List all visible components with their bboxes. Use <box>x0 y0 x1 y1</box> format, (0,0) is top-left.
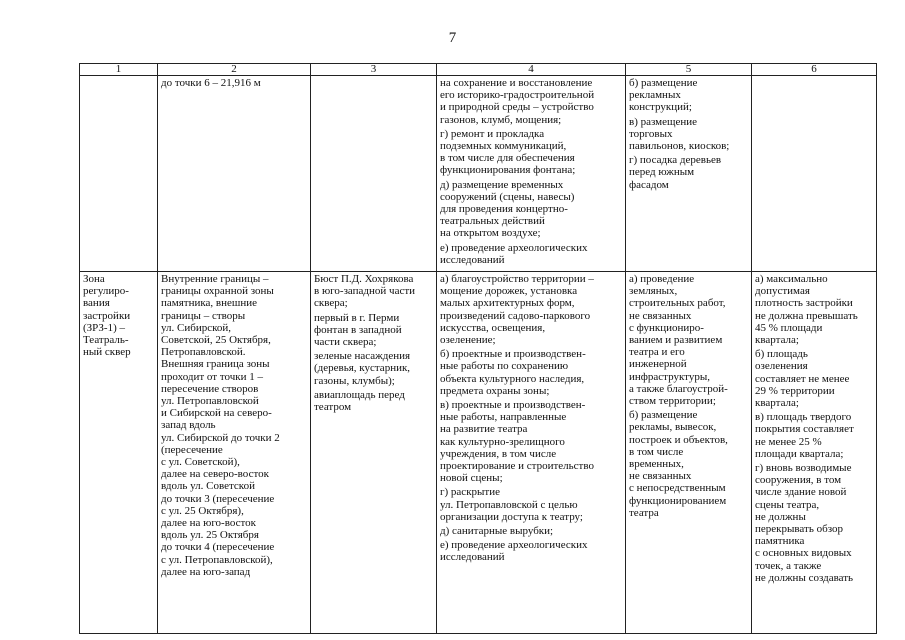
cell-text-line: инфраструктуры, <box>629 370 710 383</box>
cell-text-line: предмета охраны зоны; <box>440 384 550 397</box>
cell-text-line: ул. Сибирской, <box>161 321 232 334</box>
cell-text-line: театром <box>314 401 352 414</box>
cell-text-line: строительных работ, <box>629 297 726 310</box>
cell-text-line: далее на северо-восток <box>161 468 269 481</box>
cell-text-line: исследований <box>440 253 505 266</box>
cell-text-line: ные работы по сохранению <box>440 360 569 373</box>
cell-text-line: проектирование и строительство <box>440 460 594 473</box>
cell-text-line: числе здание новой <box>755 486 847 499</box>
cell-text-line: рекламы, вывесок, <box>629 421 717 434</box>
cell-text-line: не связанных <box>629 470 692 483</box>
cell-text-line: торговых <box>629 127 673 140</box>
cell-text-line: мощение дорожек, установка <box>440 285 578 298</box>
cell-text-line: запад вдоль <box>161 419 216 432</box>
cell-text-line: не должны <box>755 510 806 523</box>
regulations-table <box>79 63 877 634</box>
cell-text-line: газоны, клумбы); <box>314 374 395 387</box>
cell-text-line: с ул. Советской), <box>161 456 240 469</box>
cell-text-line: (пересечение <box>161 443 223 456</box>
cell-text-line: б) размещение <box>629 77 698 89</box>
cell-text-line: театра <box>629 506 659 519</box>
cell-text-line: д) санитарные вырубки; <box>440 525 554 538</box>
requirements-cell <box>752 272 877 634</box>
table-cell <box>311 76 437 272</box>
cell-text-line: допустимая <box>755 285 810 298</box>
cell-text-line: Петропавловской. <box>161 346 246 359</box>
cell-text-line: вдоль ул. Советской <box>161 480 255 493</box>
cell-text-line: Бюст П.Д. Хохрякова <box>314 273 414 285</box>
cell-text-line: ные работы, направленные <box>440 411 567 424</box>
cell-text-line: до точки 6 – 21,916 м <box>161 77 261 89</box>
cell-text-line: и природной среды – устройство <box>440 101 594 114</box>
cell-text-line: проходит от точки 1 – <box>161 370 263 383</box>
cell-text-line: вания <box>83 297 110 310</box>
cell-text-line: ством территории; <box>629 395 716 408</box>
cell-text-line: памятника <box>755 535 805 548</box>
cell-text-line: конструкций; <box>629 101 692 114</box>
header-cell: 3 <box>311 64 437 76</box>
cell-text-line: земляных, <box>629 285 678 298</box>
cell-text-line: павильонов, киосков; <box>629 140 730 153</box>
cell-text-line: в том числе <box>629 445 684 458</box>
cell-text-line: функционированием <box>629 494 727 507</box>
table-cell <box>626 76 752 272</box>
cell-text-line: плотность застройки <box>755 297 853 310</box>
cell-text-line: площади квартала; <box>755 447 844 460</box>
cell-text-line: театральных действий <box>440 215 545 228</box>
cell-text-line: для проведения концертно- <box>440 203 568 216</box>
cell-text-line: Внутренние границы – <box>161 273 269 285</box>
cell-text-line: построек и объектов, <box>629 433 728 446</box>
cell-text-line: произведений садово-паркового <box>440 309 591 322</box>
cell-text-line: в) площадь твердого <box>755 411 852 424</box>
table-cell <box>158 76 311 272</box>
cell-text-line: е) проведение археологических <box>440 539 588 552</box>
cell-text-line: Театраль- <box>83 334 129 347</box>
cell-text-line: г) раскрытие <box>440 486 501 499</box>
cell-text-line: квартала; <box>755 334 799 347</box>
cell-text-line: подземных коммуникаций, <box>440 140 567 153</box>
boundaries-cell <box>158 272 311 634</box>
cell-text-line: составляет не менее <box>755 372 850 385</box>
cell-text-line: озеленение; <box>440 334 496 347</box>
cell-text-line: в юго-западной части <box>314 285 416 298</box>
cell-text-line: д) размещение временных <box>440 178 564 191</box>
cell-text-line: инженерной <box>629 358 687 371</box>
cell-text-line: а) проведение <box>629 273 695 285</box>
cell-text-line: границы – створы <box>161 309 246 322</box>
cell-text-line: как культурно-зрелищного <box>440 435 565 448</box>
cell-text-line: г) ремонт и прокладка <box>440 127 545 140</box>
cell-text-line: до точки 4 (пересечение <box>161 541 275 554</box>
cell-text-line: памятника, внешние <box>161 297 258 310</box>
cell-text-line: ул. Петропавловской <box>161 395 259 408</box>
header-cell: 5 <box>626 64 752 76</box>
cell-text-line: в том числе для обеспечения <box>440 152 575 165</box>
cell-text-line: покрытия составляет <box>755 423 854 436</box>
cell-text-line: г) посадка деревьев <box>629 154 722 167</box>
cell-text-line: (ЗРЗ-1) – <box>83 321 126 334</box>
cell-text-line: ный сквер <box>83 346 131 359</box>
cell-text-line: далее на юго-запад <box>161 565 251 578</box>
cell-text-line: застройки <box>83 309 131 322</box>
prohibited-works-cell <box>626 272 752 634</box>
zone-name-cell <box>80 272 158 634</box>
cell-text-line: с ул. 25 Октября), <box>161 504 244 517</box>
cell-text-line: а также благоустрой- <box>629 382 728 395</box>
cell-text-line: а) благоустройство территории – <box>440 273 594 285</box>
table-cell <box>437 76 626 272</box>
cell-text-line: объекта культурного наследия, <box>440 372 585 385</box>
cell-text-line: организации доступа к театру; <box>440 510 583 523</box>
cell-text-line: перед южным <box>629 166 695 179</box>
cell-text-line: с ул. Петропавловской), <box>161 553 273 566</box>
cell-text-line: далее на юго-восток <box>161 517 256 530</box>
cell-text-line: с непосредственным <box>629 482 726 495</box>
header-cell: 4 <box>437 64 626 76</box>
cell-text-line: исследований <box>440 551 505 564</box>
cell-text-line: и Сибирской на северо- <box>161 407 272 420</box>
cell-text-line: перекрывать обзор <box>755 523 843 536</box>
cell-text-line: первый в г. Перми <box>314 311 400 324</box>
table-row <box>80 272 877 634</box>
cell-text-line: функционирования фонтана; <box>440 164 576 177</box>
cell-text-line: 45 % площади <box>755 321 823 334</box>
cell-text-line: сооружений (сцены, навесы) <box>440 190 575 203</box>
cell-text-line: б) площадь <box>755 348 808 361</box>
cell-text-line: 29 % территории <box>755 384 835 397</box>
cell-text-line: ул. Сибирской до точки 2 <box>161 431 280 444</box>
cell-text-line: фонтан в западной <box>314 323 402 336</box>
cell-text-line: новой сцены; <box>440 472 503 485</box>
cell-text-line: озеленения <box>755 360 808 373</box>
protected-objects-cell <box>311 272 437 634</box>
cell-text-line: в) проектные и производствен- <box>440 399 586 412</box>
cell-text-line: с основных видовых <box>755 547 852 560</box>
cell-text-line: пересечение створов <box>161 382 259 395</box>
cell-text-line: границы охранной зоны <box>161 285 274 298</box>
cell-text-line: Зона <box>83 273 105 285</box>
cell-text-line: временных, <box>629 458 684 471</box>
cell-text-line: б) проектные и производствен- <box>440 348 586 361</box>
cell-text-line: а) максимально <box>755 273 828 285</box>
table-header-row <box>80 64 877 76</box>
cell-text-line: искусства, освещения, <box>440 321 546 334</box>
cell-text-line: зеленые насаждения <box>314 350 411 363</box>
cell-text-line: в) размещение <box>629 115 698 128</box>
cell-text-line: на сохранение и восстановление <box>440 77 593 89</box>
cell-text-line: г) вновь возводимые <box>755 462 852 475</box>
cell-text-line: учреждения, в том числе <box>440 447 557 460</box>
cell-text-line: театра и его <box>629 346 685 359</box>
cell-text-line: сооружения, в том <box>755 474 842 487</box>
cell-text-line: малых архитектурных форм, <box>440 297 575 310</box>
cell-text-line: фасадом <box>629 178 669 191</box>
cell-text-line: не связанных <box>629 309 692 322</box>
cell-text-line: е) проведение археологических <box>440 241 588 254</box>
cell-text-line: (деревья, кустарник, <box>314 362 411 375</box>
cell-text-line: Внешняя граница зоны <box>161 358 270 371</box>
cell-text-line: рекламных <box>629 89 681 102</box>
page-number: 7 <box>448 30 457 46</box>
cell-text-line: авиаплощадь перед <box>314 388 405 401</box>
cell-text-line: сквера; <box>314 297 348 310</box>
cell-text-line: газонов, клумб, мощения; <box>440 113 562 126</box>
cell-text-line: не должны создавать <box>755 571 854 584</box>
cell-text-line: Советской, 25 Октября, <box>161 334 271 347</box>
cell-text-line: квартала; <box>755 397 799 410</box>
cell-text-line: не должна превышать <box>755 309 858 322</box>
cell-text-line: с функциониро- <box>629 321 704 334</box>
cell-text-line: части сквера; <box>314 336 377 349</box>
table-cell <box>752 76 877 272</box>
allowed-works-cell <box>437 272 626 634</box>
cell-text-line: ул. Петропавловской с целью <box>440 498 578 511</box>
table-cell <box>80 76 158 272</box>
cell-text-line: б) размещение <box>629 409 698 422</box>
table-row <box>80 76 877 272</box>
cell-text-line: до точки 3 (пересечение <box>161 492 275 505</box>
cell-text-line: вдоль ул. 25 Октября <box>161 529 259 542</box>
header-cell: 2 <box>158 64 311 76</box>
cell-text-line: точек, а также <box>755 559 822 572</box>
cell-text-line: ванием и развитием <box>629 334 723 347</box>
cell-text-line: его историко-градостроительной <box>440 89 595 102</box>
header-cell: 6 <box>752 64 877 76</box>
cell-text-line: регулиро- <box>83 285 129 298</box>
cell-text-line: на открытом воздухе; <box>440 227 541 240</box>
header-cell: 1 <box>80 64 158 76</box>
cell-text-line: сцены театра, <box>755 498 820 511</box>
cell-text-line: на развитие театра <box>440 423 528 436</box>
cell-text-line: не менее 25 % <box>755 435 822 448</box>
